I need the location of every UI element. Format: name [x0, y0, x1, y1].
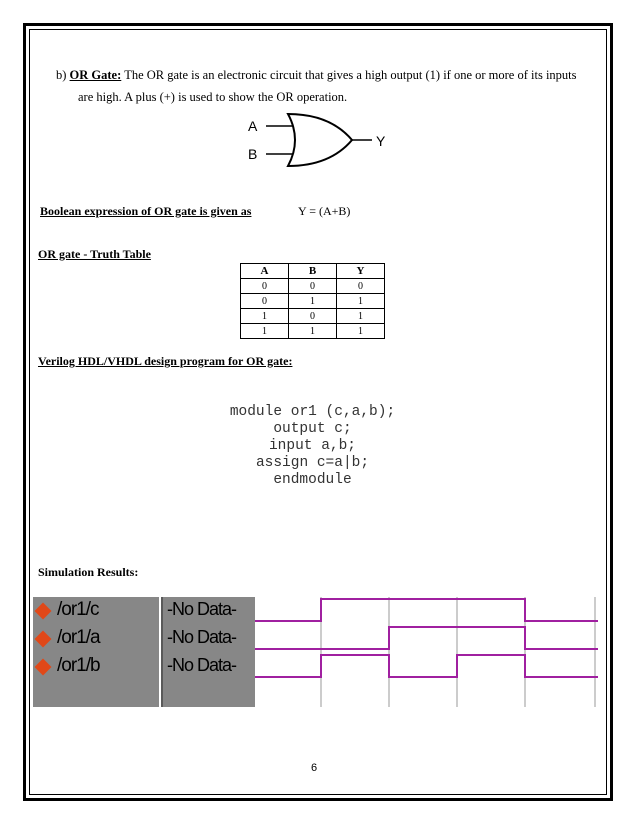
signal-diamond-icon: [35, 631, 52, 648]
table-row: [241, 294, 385, 309]
section-heading: OR Gate:: [69, 68, 122, 82]
section-prefix: b): [56, 68, 67, 82]
cell: 1: [241, 309, 289, 324]
signal-diamond-icon: [35, 603, 52, 620]
table-row: [241, 279, 385, 294]
signal-name: /or1/b: [57, 655, 100, 676]
code-line: input a,b;: [268, 438, 356, 454]
gate-label-a: A: [248, 118, 258, 134]
cell: 1: [241, 324, 289, 339]
verilog-label: Verilog HDL/VHDL design program for OR gate:: [38, 354, 293, 368]
signal-name: /or1/a: [57, 627, 100, 648]
simulation-label: Simulation Results:: [38, 565, 139, 579]
cell: 0: [289, 309, 337, 324]
or-gate-symbol: [288, 114, 352, 166]
header-b: B: [289, 264, 337, 279]
cell: 1: [337, 294, 385, 309]
table-row: [241, 309, 385, 324]
signal-row[interactable]: [33, 627, 159, 657]
truth-table-header: [241, 264, 385, 279]
signal-values-column: [161, 597, 255, 707]
description-line-2: are high. A plus (+) is used to show the OR operation.: [78, 90, 348, 104]
signal-names-column: [33, 597, 159, 707]
boolean-expression: Y = (A+B): [298, 204, 351, 218]
cell: 0: [289, 279, 337, 294]
signal-diamond-icon: [35, 659, 52, 676]
header-y: Y: [337, 264, 385, 279]
signal-value: -No Data-: [167, 627, 237, 647]
description-line-1: The OR gate is an electronic circuit that gives a high output (1) if one or more of its inputs: [124, 68, 577, 82]
signal-row[interactable]: [33, 599, 159, 629]
gate-label-y: Y: [376, 133, 386, 149]
cell: 0: [241, 294, 289, 309]
signal-name: /or1/c: [57, 599, 99, 620]
cell: 1: [337, 324, 385, 339]
cell: 1: [289, 294, 337, 309]
boolean-label: Boolean expression of OR gate is given as: [40, 204, 252, 218]
code-line: assign c=a|b;: [255, 455, 370, 471]
or-gate-diagram: [240, 110, 400, 170]
code-line: endmodule: [273, 472, 352, 488]
header-a: A: [241, 264, 289, 279]
table-row: [241, 324, 385, 339]
or-gate-description: [56, 64, 596, 108]
signal-value: -No Data-: [167, 599, 237, 619]
code-line: module or1 (c,a,b);: [229, 404, 396, 420]
page-number: 6: [311, 762, 318, 774]
cell: 1: [289, 324, 337, 339]
signal-value: -No Data-: [167, 655, 237, 675]
signal-row[interactable]: [33, 655, 159, 685]
waveform-trace: [255, 655, 598, 677]
truth-table-label: OR gate - Truth Table: [38, 247, 151, 261]
cell: 1: [337, 309, 385, 324]
gate-label-b: B: [248, 146, 258, 162]
simulation-waveform-panel: [33, 597, 598, 707]
truth-table: [240, 263, 385, 339]
waveform-canvas: [255, 597, 598, 707]
verilog-code: [200, 404, 425, 489]
code-line: output c;: [273, 421, 352, 437]
waveform-trace: [255, 599, 598, 621]
cell: 0: [337, 279, 385, 294]
cell: 0: [241, 279, 289, 294]
waveform-trace: [255, 627, 598, 649]
